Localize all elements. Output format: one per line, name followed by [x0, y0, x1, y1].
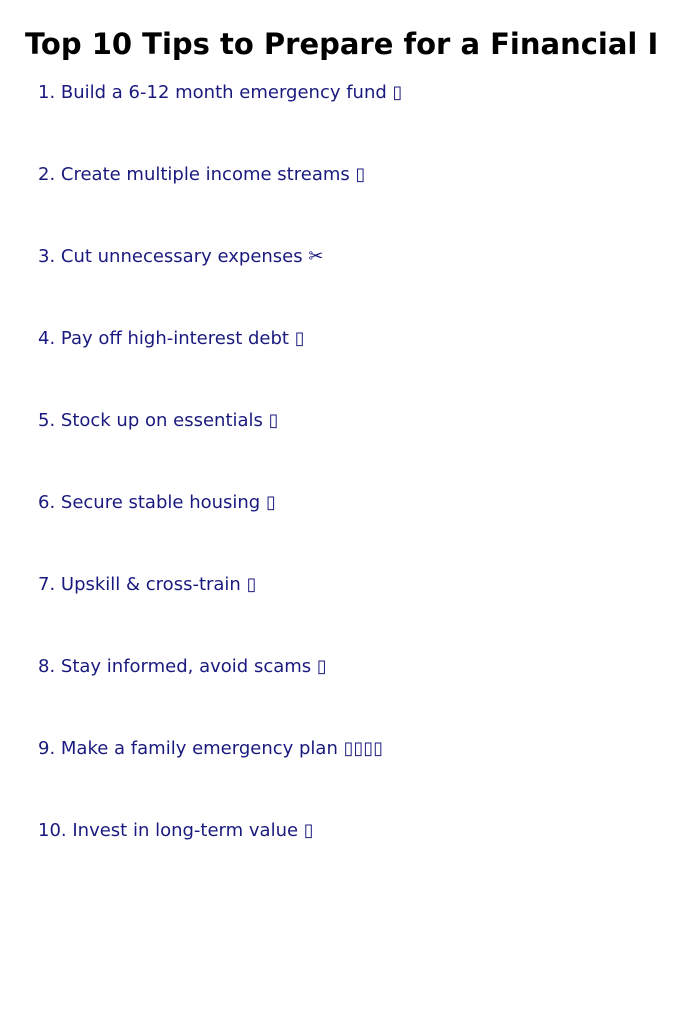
- tip-item-1: 1. Build a 6-12 month emergency fund ▯: [38, 82, 403, 103]
- tip-item-2: 2. Create multiple income streams ▯: [38, 164, 366, 185]
- tip-item-6: 6. Secure stable housing ▯: [38, 492, 276, 513]
- tip-item-7: 7. Upskill & cross-train ▯: [38, 574, 257, 595]
- tip-item-4: 4. Pay off high-interest debt ▯: [38, 328, 305, 349]
- tip-item-3: 3. Cut unnecessary expenses ✂: [38, 246, 324, 267]
- tips-list: [38, 80, 402, 900]
- tip-item-8: 8. Stay informed, avoid scams ▯: [38, 656, 327, 677]
- tip-item-5: 5. Stock up on essentials ▯: [38, 410, 279, 431]
- tip-item-10: 10. Invest in long-term value ▯: [38, 820, 314, 841]
- page-title: Top 10 Tips to Prepare for a Financial I: [25, 27, 659, 61]
- tip-item-9: 9. Make a family emergency plan ▯▯▯▯: [38, 738, 384, 759]
